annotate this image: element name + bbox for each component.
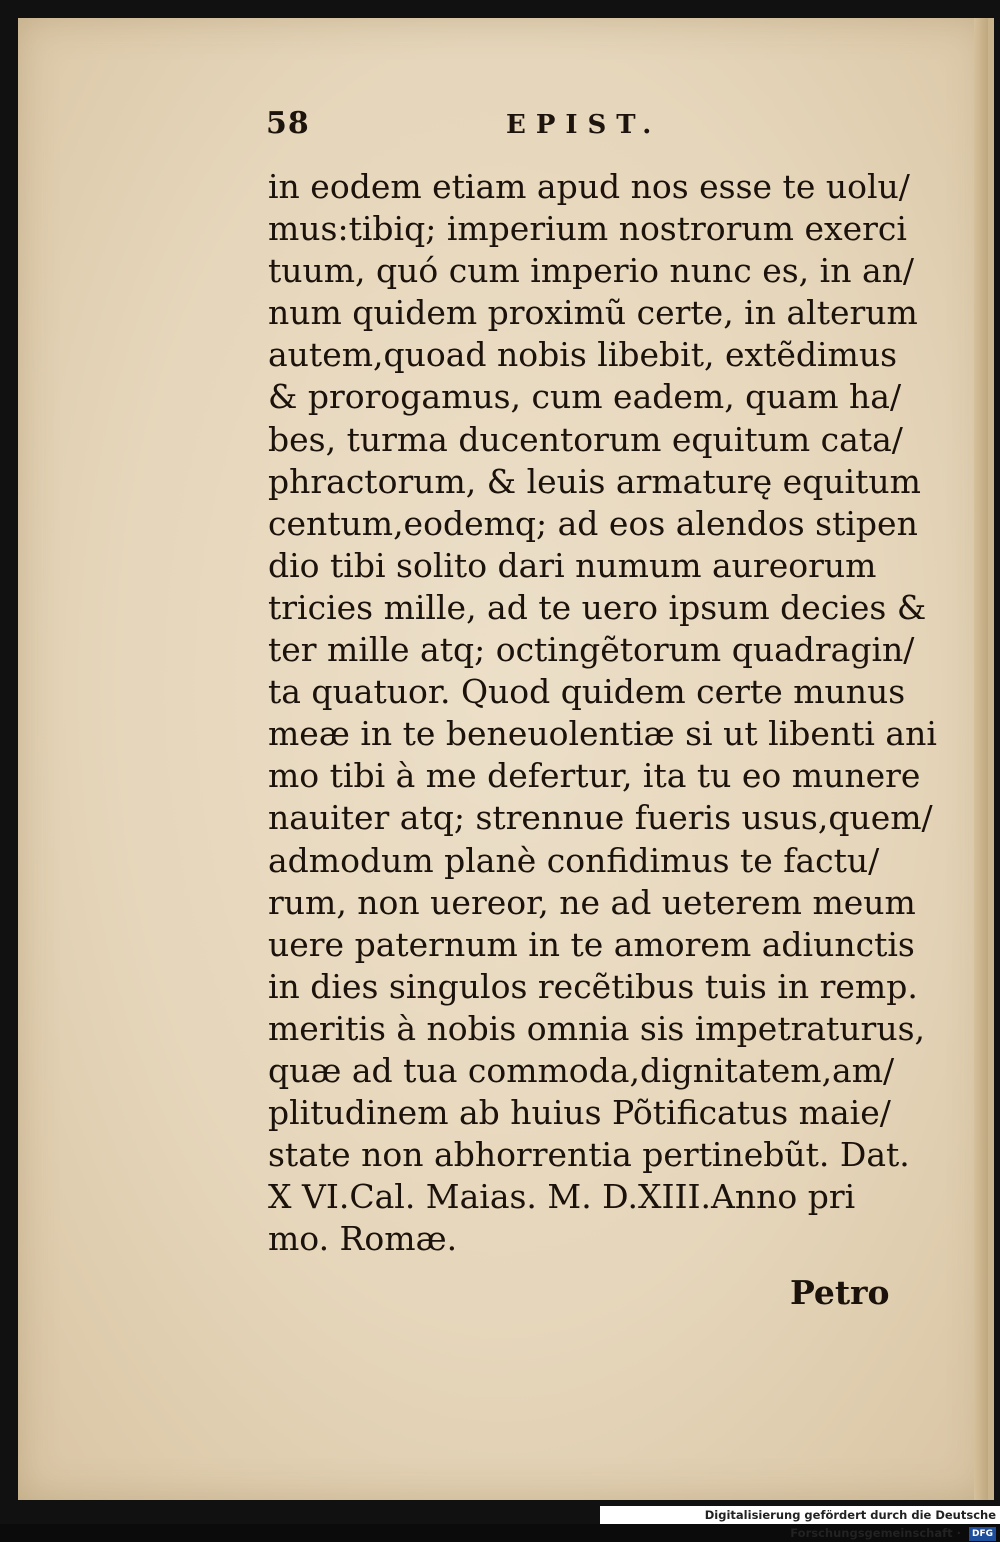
running-head: EPIST. [506, 110, 662, 140]
text-line: X VI.Cal. Maias. M. D.XIII.Anno pri [268, 1177, 856, 1217]
page-header [266, 106, 716, 146]
text-line: uere paternum in te amorem adiunctis [268, 924, 915, 964]
book-page [18, 18, 994, 1500]
text-line: & prorogamus, cum eadem, quam ha/ [268, 377, 902, 417]
text-line: num quidem proximũ certe, in alterum [268, 293, 918, 333]
body-text [268, 166, 937, 1260]
text-line: tuum, quó cum imperio nunc es, in an/ [268, 251, 914, 291]
text-line: ter mille atq; octingẽtorum quadragin/ [268, 630, 915, 670]
text-line: rum, non uereor, ne ad ueterem meum [268, 882, 916, 922]
text-line: in eodem etiam apud nos esse te uolu/ [268, 167, 910, 206]
text-line: phractorum, & leuis armaturę equitum [268, 461, 921, 501]
text-line: dio tibi solito dari numum aureorum [268, 545, 877, 585]
text-line: mo. Romæ. [268, 1219, 458, 1259]
text-line: nauiter atq; strennue fueris usus,quem/ [268, 798, 933, 838]
text-line: plitudinem ab huius Põtificatus maie/ [268, 1093, 891, 1133]
text-line: meritis à nobis omnia sis impetraturus, [268, 1008, 926, 1048]
text-line: mus:tibiq; imperium nostrorum exerci [268, 209, 907, 249]
dfg-logo: DFG [969, 1527, 996, 1541]
credit-text: Digitalisierung gefördert durch die Deutsche Forschungsgemeinschaft · [704, 1508, 996, 1540]
text-line: ta quatuor. Quod quidem certe munus [268, 672, 906, 712]
text-line: tricies mille, ad te uero ipsum decies & [268, 587, 927, 627]
text-line: admodum planè confidimus te factu/ [268, 840, 880, 880]
text-line: quæ ad tua commoda,dignitatem,am/ [268, 1050, 895, 1090]
text-line: mo tibi à me defertur, ita tu eo munere [268, 756, 921, 796]
folio-number: 58 [266, 106, 310, 141]
page-edge [974, 18, 988, 1500]
text-line: autem,quoad nobis libebit, extẽdimus [268, 335, 898, 375]
text-line: state non abhorrentia pertinebũt. Dat. [268, 1135, 910, 1175]
text-line: centum,eodemq; ad eos alendos stipen [268, 503, 918, 543]
text-line: bes, turma ducentorum equitum cata/ [268, 419, 903, 459]
catchword: Petro [790, 1273, 890, 1312]
digitization-credit [600, 1506, 1000, 1540]
text-line: in dies singulos recẽtibus tuis in remp. [268, 966, 918, 1006]
text-line: meæ in te beneuolentiæ si ut libenti ani [268, 714, 937, 754]
